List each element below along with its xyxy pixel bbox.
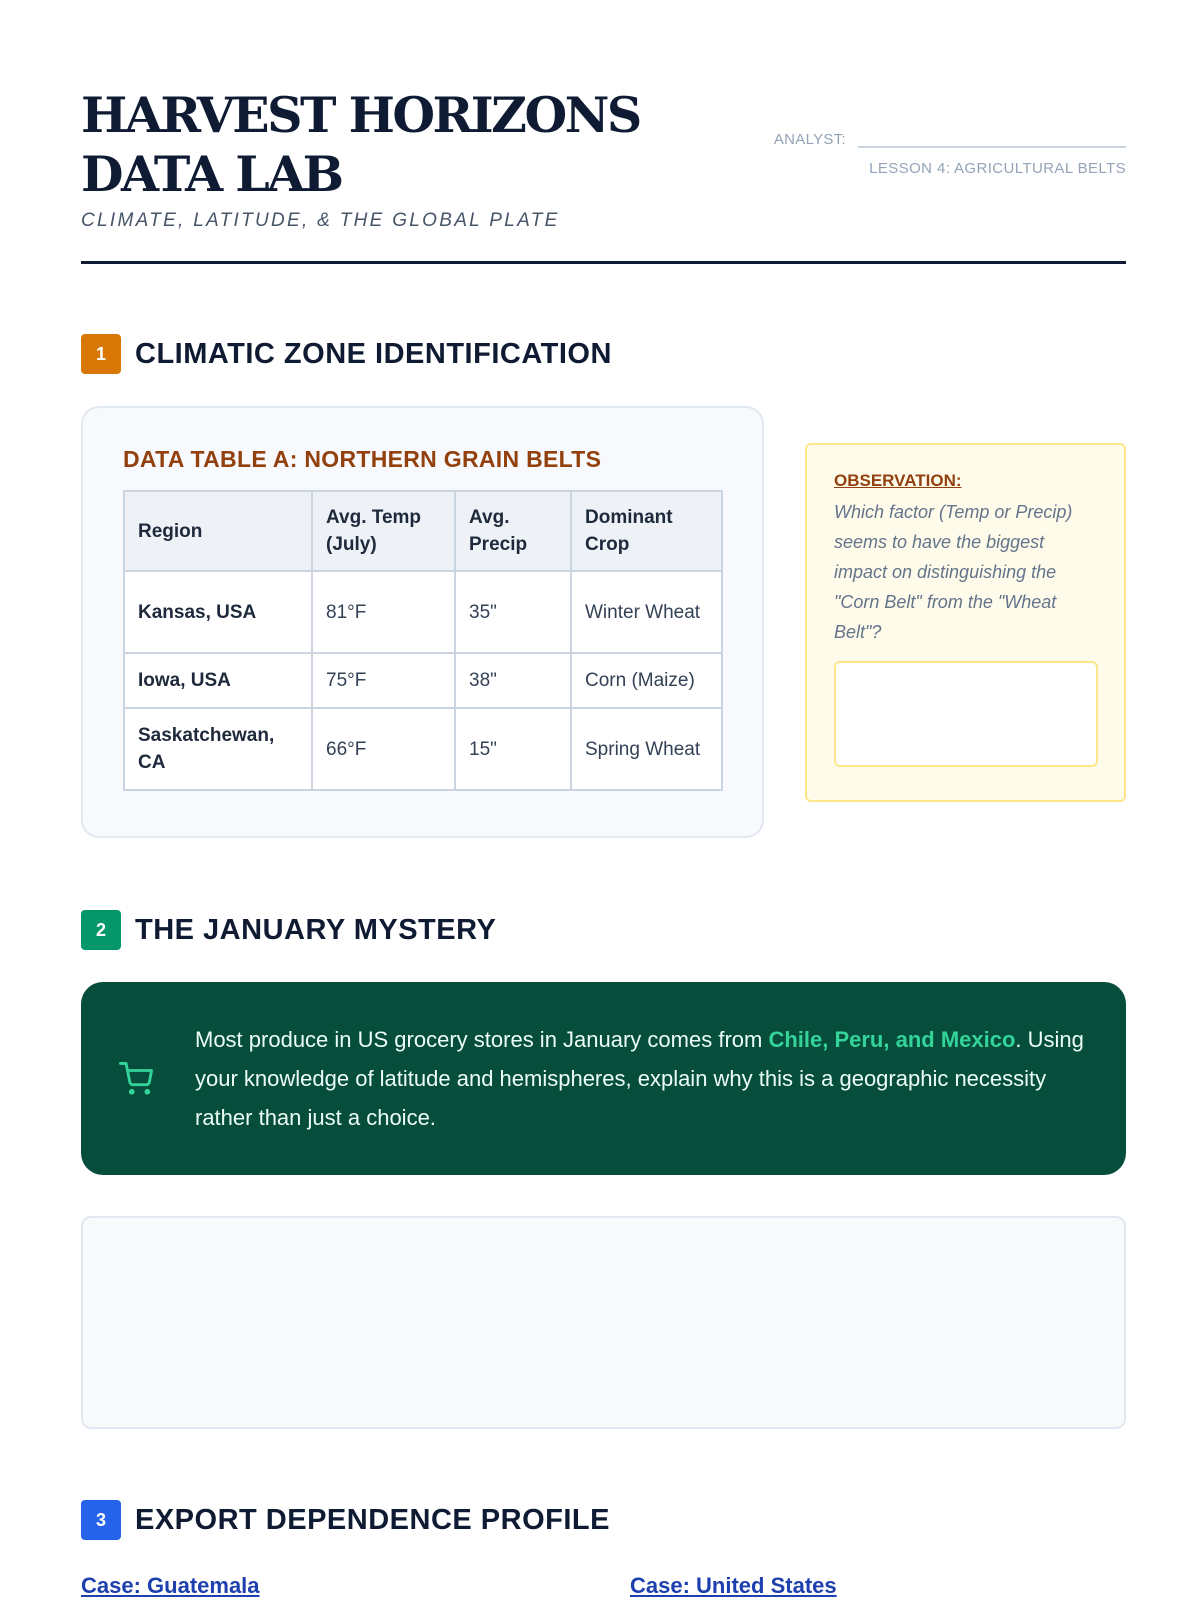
column-header: Region bbox=[124, 491, 312, 571]
table-cell: Winter Wheat bbox=[571, 571, 722, 653]
table-cell: 35" bbox=[455, 571, 571, 653]
table-row bbox=[124, 708, 722, 790]
case-united-states-link[interactable]: Case: United States bbox=[630, 1573, 837, 1598]
mystery-highlight: Chile, Peru, and Mexico bbox=[768, 1027, 1016, 1052]
case-guatemala-link[interactable]: Case: Guatemala bbox=[81, 1573, 260, 1598]
section-2-title: THE JANUARY MYSTERY bbox=[135, 913, 497, 946]
table-header-row bbox=[124, 491, 722, 571]
table-cell: 66°F bbox=[312, 708, 455, 790]
observation-label: OBSERVATION: bbox=[834, 471, 962, 490]
mystery-callout bbox=[81, 982, 1126, 1175]
page-header bbox=[81, 86, 1126, 232]
lesson-label: LESSON 4: AGRICULTURAL BELTS bbox=[869, 160, 1126, 177]
page-title: HARVEST HORIZONS DATA LAB bbox=[81, 86, 640, 203]
observation-question: Which factor (Temp or Precip) seems to have the biggest impact on distinguishing the "Corn Belt" from the "Wheat Belt"? bbox=[834, 502, 1073, 642]
analyst-row bbox=[774, 128, 1126, 148]
column-header: Avg. Temp (July) bbox=[312, 491, 455, 571]
table-row bbox=[124, 653, 722, 708]
observation-answer-box[interactable] bbox=[834, 661, 1098, 767]
mystery-prompt bbox=[195, 1020, 1095, 1137]
table-cell: 38" bbox=[455, 653, 571, 708]
header-meta bbox=[774, 128, 1126, 177]
data-table-card bbox=[81, 406, 764, 838]
analyst-label: ANALYST: bbox=[773, 131, 846, 148]
mystery-answer-box[interactable] bbox=[81, 1216, 1126, 1429]
mystery-text-start: Most produce in US grocery stores in January comes from bbox=[195, 1027, 769, 1052]
table-cell: 15" bbox=[455, 708, 571, 790]
header-divider bbox=[81, 261, 1126, 264]
observation-card bbox=[805, 443, 1126, 802]
mystery-text-end: . Using your knowledge of latitude and hemispheres, explain why this is a geographic necessity rather than just a choice. bbox=[195, 1027, 1084, 1130]
table-cell: Saskatchewan, CA bbox=[124, 708, 312, 790]
section-3-heading bbox=[81, 1500, 610, 1540]
table-cell: Kansas, USA bbox=[124, 571, 312, 653]
section-1-title: CLIMATIC ZONE IDENTIFICATION bbox=[135, 337, 612, 370]
table-cell: Spring Wheat bbox=[571, 708, 722, 790]
table-cell: Iowa, USA bbox=[124, 653, 312, 708]
shopping-cart-icon bbox=[119, 1062, 153, 1096]
section-3-badge: 3 bbox=[81, 1500, 121, 1540]
analyst-name-field[interactable] bbox=[858, 128, 1126, 148]
column-header: Avg. Precip bbox=[455, 491, 571, 571]
table-cell: 81°F bbox=[312, 571, 455, 653]
table-cell: 75°F bbox=[312, 653, 455, 708]
grain-belts-table bbox=[123, 490, 723, 791]
section-3-title: EXPORT DEPENDENCE PROFILE bbox=[135, 1503, 610, 1536]
section-2-heading bbox=[81, 910, 496, 950]
section-1-badge: 1 bbox=[81, 334, 121, 374]
table-row bbox=[124, 571, 722, 653]
section-2-badge: 2 bbox=[81, 910, 121, 950]
section-1-heading bbox=[81, 334, 612, 374]
table-title: DATA TABLE A: NORTHERN GRAIN BELTS bbox=[123, 446, 602, 472]
table-cell: Corn (Maize) bbox=[571, 653, 722, 708]
page-subtitle: CLIMATE, LATITUDE, & THE GLOBAL PLATE bbox=[81, 210, 560, 231]
column-header: Dominant Crop bbox=[571, 491, 722, 571]
